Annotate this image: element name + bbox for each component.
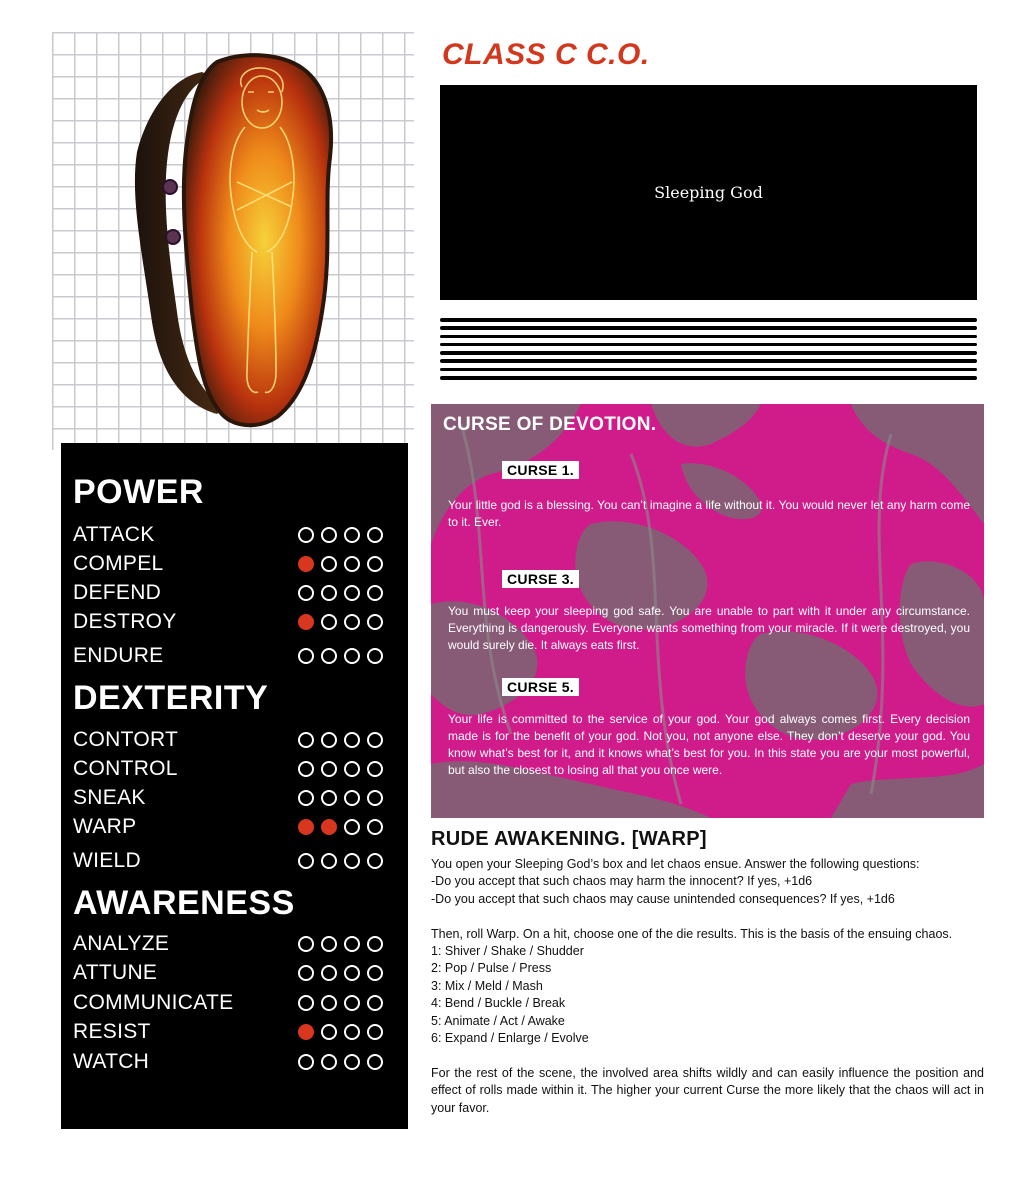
- stripe: [440, 359, 977, 363]
- stat-label: WIELD: [73, 849, 142, 872]
- empty-pip-icon: [298, 761, 314, 777]
- class-title: CLASS C C.O.: [442, 38, 650, 71]
- stat-row-contort: [73, 726, 383, 754]
- empty-pip-icon: [344, 1054, 360, 1070]
- empty-pip-icon: [367, 790, 383, 806]
- curse-tag: CURSE 3.: [502, 570, 579, 588]
- stat-row-endure: [73, 642, 383, 670]
- empty-pip-icon: [344, 819, 360, 835]
- empty-pip-icon: [298, 790, 314, 806]
- stat-pips: [298, 527, 383, 543]
- empty-pip-icon: [321, 936, 337, 952]
- stat-label: DEFEND: [73, 581, 162, 604]
- stat-pips: [298, 614, 383, 630]
- stat-label: RESIST: [73, 1020, 151, 1043]
- move-body: [431, 856, 984, 1117]
- curse-text: You must keep your sleeping god safe. You are unable to part with it under any circumstance. Everything is dangerously. Everyone wants something from your miracle. If it were destroyed, you would surely die. It always eats first.: [448, 604, 970, 652]
- empty-pip-icon: [367, 1024, 383, 1040]
- stat-label: CONTORT: [73, 728, 179, 751]
- stat-pips: [298, 995, 383, 1011]
- stat-pips: [298, 648, 383, 664]
- coffin-figure-icon: [52, 32, 414, 450]
- stat-row-wield: [73, 847, 383, 875]
- stat-label: CONTROL: [73, 757, 178, 780]
- empty-pip-icon: [321, 1054, 337, 1070]
- curse-tag: CURSE 1.: [502, 461, 579, 479]
- empty-pip-icon: [344, 761, 360, 777]
- move-result: 6: Expand / Enlarge / Evolve: [431, 1031, 589, 1046]
- empty-pip-icon: [344, 648, 360, 664]
- stat-row-analyze: [73, 930, 383, 958]
- stat-label: WARP: [73, 815, 137, 838]
- move-result: 4: Bend / Buckle / Break: [431, 996, 566, 1011]
- move-roll-text: Then, roll Warp. On a hit, choose one of the die results. This is the basis of the ensuing chaos.: [431, 926, 953, 941]
- stat-row-watch: [73, 1048, 383, 1076]
- filled-pip-icon: [298, 1024, 314, 1040]
- stat-label: COMMUNICATE: [73, 991, 234, 1014]
- stat-group-heading: POWER: [73, 473, 204, 511]
- empty-pip-icon: [344, 556, 360, 572]
- stat-label: COMPEL: [73, 552, 164, 575]
- stat-row-destroy: [73, 608, 383, 636]
- curse-tag: CURSE 5.: [502, 678, 579, 696]
- empty-pip-icon: [367, 853, 383, 869]
- empty-pip-icon: [298, 732, 314, 748]
- empty-pip-icon: [298, 853, 314, 869]
- empty-pip-icon: [321, 527, 337, 543]
- empty-pip-icon: [344, 585, 360, 601]
- stat-row-attack: [73, 521, 383, 549]
- empty-pip-icon: [367, 614, 383, 630]
- empty-pip-icon: [321, 585, 337, 601]
- stat-pips: [298, 790, 383, 806]
- stat-label: ATTACK: [73, 523, 155, 546]
- move-question: -Do you accept that such chaos may cause unintended consequences? If yes, +1d6: [431, 891, 895, 906]
- stat-row-compel: [73, 550, 383, 578]
- empty-pip-icon: [367, 936, 383, 952]
- stat-row-warp: [73, 813, 383, 841]
- stat-label: ANALYZE: [73, 932, 170, 955]
- empty-pip-icon: [367, 527, 383, 543]
- empty-pip-icon: [367, 819, 383, 835]
- curse-panel: [431, 404, 984, 818]
- empty-pip-icon: [298, 585, 314, 601]
- empty-pip-icon: [344, 1024, 360, 1040]
- empty-pip-icon: [298, 527, 314, 543]
- stat-pips: [298, 819, 383, 835]
- stripe: [440, 376, 977, 380]
- empty-pip-icon: [321, 995, 337, 1011]
- stat-row-sneak: [73, 784, 383, 812]
- stat-row-control: [73, 755, 383, 783]
- empty-pip-icon: [321, 732, 337, 748]
- stats-panel: [61, 443, 408, 1129]
- empty-pip-icon: [367, 761, 383, 777]
- stat-row-resist: [73, 1018, 383, 1046]
- stripe: [440, 335, 977, 339]
- stat-pips: [298, 1054, 383, 1070]
- empty-pip-icon: [367, 1054, 383, 1070]
- stat-label: ENDURE: [73, 644, 164, 667]
- stat-label: WATCH: [73, 1050, 150, 1073]
- empty-pip-icon: [321, 853, 337, 869]
- move-outro: For the rest of the scene, the involved area shifts wildly and can easily influence the position and effect of rolls made within it. The higher your current Curse the more likely that the chaos will act in your favor.: [431, 1065, 984, 1115]
- stripe: [440, 351, 977, 355]
- stat-group-heading: DEXTERITY: [73, 679, 269, 717]
- stat-pips: [298, 585, 383, 601]
- empty-pip-icon: [367, 556, 383, 572]
- stat-row-communicate: [73, 989, 383, 1017]
- stat-pips: [298, 965, 383, 981]
- empty-pip-icon: [367, 732, 383, 748]
- stripe-divider: [440, 318, 977, 384]
- portrait-label: Sleeping God: [654, 183, 763, 202]
- stat-pips: [298, 761, 383, 777]
- empty-pip-icon: [344, 936, 360, 952]
- move-intro: You open your Sleeping God’s box and let chaos ensue. Answer the following questions:: [431, 857, 920, 871]
- empty-pip-icon: [367, 648, 383, 664]
- stat-group-heading: AWARENESS: [73, 884, 295, 922]
- stat-label: SNEAK: [73, 786, 146, 809]
- filled-pip-icon: [321, 819, 337, 835]
- empty-pip-icon: [344, 614, 360, 630]
- empty-pip-icon: [344, 732, 360, 748]
- curse-text: Your little god is a blessing. You can’t imagine a life without it. You would never let any harm come to it. Ever.: [448, 498, 970, 529]
- empty-pip-icon: [298, 995, 314, 1011]
- move-title: RUDE AWAKENING. [WARP]: [431, 828, 707, 850]
- move-result: 3: Mix / Meld / Mash: [431, 978, 543, 993]
- move-result: 2: Pop / Pulse / Press: [431, 961, 552, 976]
- empty-pip-icon: [298, 1054, 314, 1070]
- stat-row-defend: [73, 579, 383, 607]
- filled-pip-icon: [298, 819, 314, 835]
- portrait-box: [440, 85, 977, 300]
- empty-pip-icon: [321, 965, 337, 981]
- empty-pip-icon: [298, 965, 314, 981]
- empty-pip-icon: [367, 585, 383, 601]
- stat-pips: [298, 936, 383, 952]
- empty-pip-icon: [344, 790, 360, 806]
- empty-pip-icon: [321, 648, 337, 664]
- move-question: -Do you accept that such chaos may harm the innocent? If yes, +1d6: [431, 874, 813, 889]
- empty-pip-icon: [321, 790, 337, 806]
- empty-pip-icon: [344, 527, 360, 543]
- empty-pip-icon: [321, 614, 337, 630]
- stripe: [440, 368, 977, 372]
- empty-pip-icon: [298, 648, 314, 664]
- stripe: [440, 326, 977, 330]
- empty-pip-icon: [321, 761, 337, 777]
- stat-pips: [298, 853, 383, 869]
- stat-pips: [298, 556, 383, 572]
- empty-pip-icon: [344, 853, 360, 869]
- empty-pip-icon: [298, 936, 314, 952]
- empty-pip-icon: [321, 1024, 337, 1040]
- filled-pip-icon: [298, 556, 314, 572]
- stat-label: ATTUNE: [73, 961, 158, 984]
- filled-pip-icon: [298, 614, 314, 630]
- empty-pip-icon: [367, 965, 383, 981]
- sleeping-god-artwork: [52, 32, 414, 450]
- curse-text: Your life is committed to the service of your god. Your god always comes first. Every decision made is for the benefit of your god. Not you, not anyone else. They don’t deserve your god. You know what’s best for it, and it knows what’s best for you. In this state you are your most powerful, but also the closest to losing all that you once were.: [448, 712, 970, 777]
- move-result: 1: Shiver / Shake / Shudder: [431, 944, 584, 959]
- stat-pips: [298, 732, 383, 748]
- empty-pip-icon: [344, 995, 360, 1011]
- stripe: [440, 343, 977, 347]
- stripe: [440, 318, 977, 322]
- stat-pips: [298, 1024, 383, 1040]
- stat-label: DESTROY: [73, 610, 177, 633]
- curse-title: CURSE OF DEVOTION.: [443, 414, 657, 435]
- stat-row-attune: [73, 959, 383, 987]
- empty-pip-icon: [344, 965, 360, 981]
- empty-pip-icon: [367, 995, 383, 1011]
- empty-pip-icon: [321, 556, 337, 572]
- move-result: 5: Animate / Act / Awake: [431, 1013, 565, 1028]
